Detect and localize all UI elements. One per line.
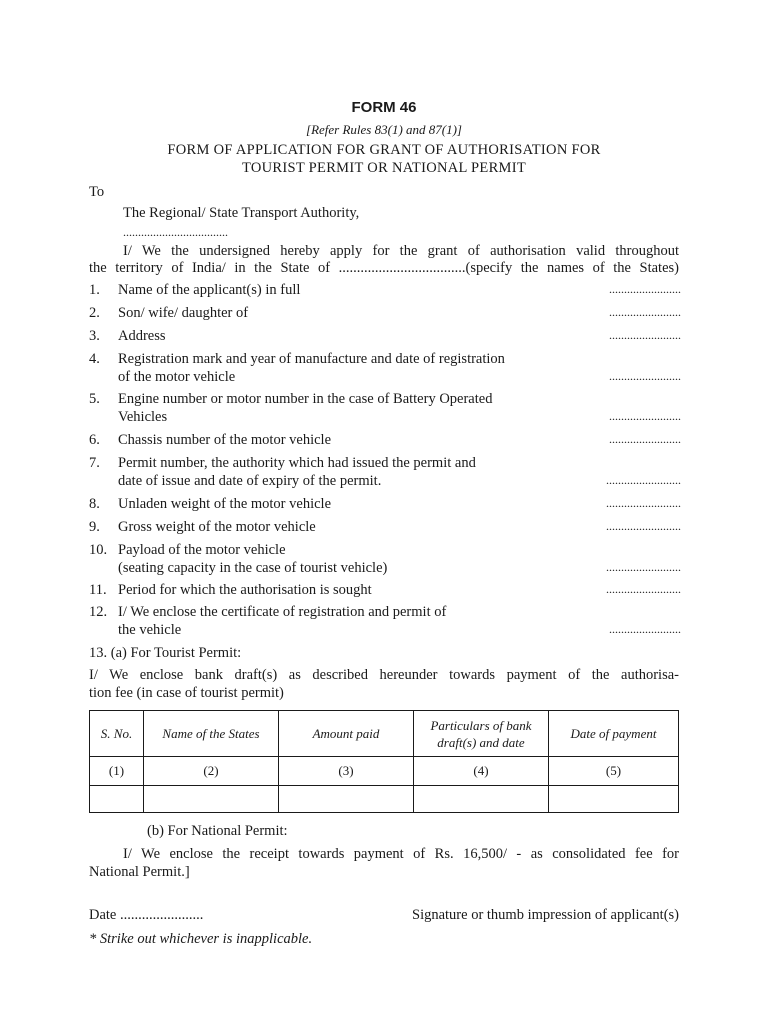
item-label: Son/ wife/ daughter of <box>118 305 249 321</box>
header-bank-line1: Particulars of bank <box>430 717 532 733</box>
national-heading: (b) For National Permit: <box>147 823 288 839</box>
item-label: (seating capacity in the case of tourist vehicle) <box>118 560 388 576</box>
item-label: Gross weight of the motor vehicle <box>118 519 316 535</box>
item-number: 10. <box>89 542 108 558</box>
item-number: 2. <box>89 305 100 321</box>
col-number: (2) <box>144 757 279 786</box>
rule-reference: [Refer Rules 83(1) and 87(1)] <box>306 122 462 137</box>
col-number: (1) <box>90 757 144 786</box>
intro-line1: I/ We the undersigned hereby apply for the grant of authorisation valid throughout <box>123 243 679 259</box>
item-fill-blank[interactable]: ........................ <box>609 432 681 446</box>
form-title: FORM 46 <box>351 99 417 116</box>
item-number: 4. <box>89 351 100 367</box>
date-field[interactable]: Date ....................... <box>89 907 204 923</box>
item-label: Chassis number of the motor vehicle <box>118 432 332 448</box>
authority-name: The Regional/ State Transport Authority, <box>123 205 360 221</box>
form-heading-line1: FORM OF APPLICATION FOR GRANT OF AUTHORISATION FOR <box>167 142 601 158</box>
table-empty-row <box>90 786 679 813</box>
salutation-to: To <box>89 184 105 200</box>
item-label: Permit number, the authority which had issued the permit and <box>118 455 476 471</box>
table-number-row <box>90 757 679 786</box>
item-number: 5. <box>89 391 100 407</box>
col-number: (5) <box>549 757 679 786</box>
section13-para-line1: I/ We enclose bank draft(s) as described hereunder towards payment of the authorisa- <box>89 667 679 683</box>
table-cell[interactable] <box>90 786 144 813</box>
header-bank-draft <box>414 711 549 757</box>
table-cell[interactable] <box>144 786 279 813</box>
item-fill-blank[interactable]: ........................ <box>609 409 681 423</box>
header-states: Name of the States <box>144 711 279 757</box>
item-fill-blank[interactable]: ......................... <box>606 582 681 596</box>
item-label: Vehicles <box>118 409 168 425</box>
item-number: 3. <box>89 328 100 344</box>
item-number: 7. <box>89 455 100 471</box>
item-number: 8. <box>89 496 100 512</box>
item-label: Address <box>118 328 166 344</box>
item-fill-blank[interactable]: ........................ <box>609 282 681 296</box>
item-label: I/ We enclose the certificate of registration and permit of <box>118 604 447 620</box>
item-fill-blank[interactable]: ........................ <box>609 369 681 383</box>
authority-blank: ................................... <box>123 225 228 239</box>
item-number: 12. <box>89 604 108 620</box>
item-number: 1. <box>89 282 100 298</box>
col-number: (4) <box>414 757 549 786</box>
item-fill-blank[interactable]: ......................... <box>606 560 681 574</box>
table-cell[interactable] <box>549 786 679 813</box>
item-fill-blank[interactable]: ......................... <box>606 496 681 510</box>
item-fill-blank[interactable]: ........................ <box>609 305 681 319</box>
header-bank-line2: draft(s) and date <box>437 734 525 750</box>
signature-label: Signature or thumb impression of applicant(s) <box>412 907 679 923</box>
item-label: Unladen weight of the motor vehicle <box>118 496 332 512</box>
header-sno: S. No. <box>90 711 144 757</box>
header-date: Date of payment <box>549 711 679 757</box>
item-number: 11. <box>89 582 107 598</box>
item-number: 9. <box>89 519 100 535</box>
item-label: Payload of the motor vehicle <box>118 542 286 558</box>
item-label: Name of the applicant(s) in full <box>118 282 301 298</box>
national-para-line2: National Permit.] <box>89 864 190 880</box>
table-cell[interactable] <box>279 786 414 813</box>
table-header-row <box>90 711 679 757</box>
form-heading-line2: TOURIST PERMIT OR NATIONAL PERMIT <box>241 160 527 176</box>
footnote: * Strike out whichever is inapplicable. <box>89 931 313 947</box>
item-label: Engine number or motor number in the case of Battery Operated <box>118 391 493 407</box>
item-fill-blank[interactable]: ........................ <box>609 622 681 636</box>
header-amount: Amount paid <box>279 711 414 757</box>
item-label: Registration mark and year of manufacture and date of registration <box>118 351 505 367</box>
item-number: 6. <box>89 432 100 448</box>
section13-para-line2: tion fee (in case of tourist permit) <box>89 685 284 701</box>
table-cell[interactable] <box>414 786 549 813</box>
intro-line2: the territory of India/ in the State of ...................................(specify the names of the States) <box>89 260 679 276</box>
item-fill-blank[interactable]: ......................... <box>606 519 681 533</box>
item-label: of the motor vehicle <box>118 369 236 385</box>
item-fill-blank[interactable]: ......................... <box>606 473 681 487</box>
col-number: (3) <box>279 757 414 786</box>
item-label: the vehicle <box>118 622 182 638</box>
item-fill-blank[interactable]: ........................ <box>609 328 681 342</box>
bank-draft-table <box>89 710 679 813</box>
item-label: date of issue and date of expiry of the permit. <box>118 473 382 489</box>
national-para-line1: I/ We enclose the receipt towards payment of Rs. 16,500/ - as consolidated fee for <box>123 846 679 862</box>
section13-heading: 13. (a) For Tourist Permit: <box>89 645 242 661</box>
item-label: Period for which the authorisation is sought <box>118 582 372 598</box>
